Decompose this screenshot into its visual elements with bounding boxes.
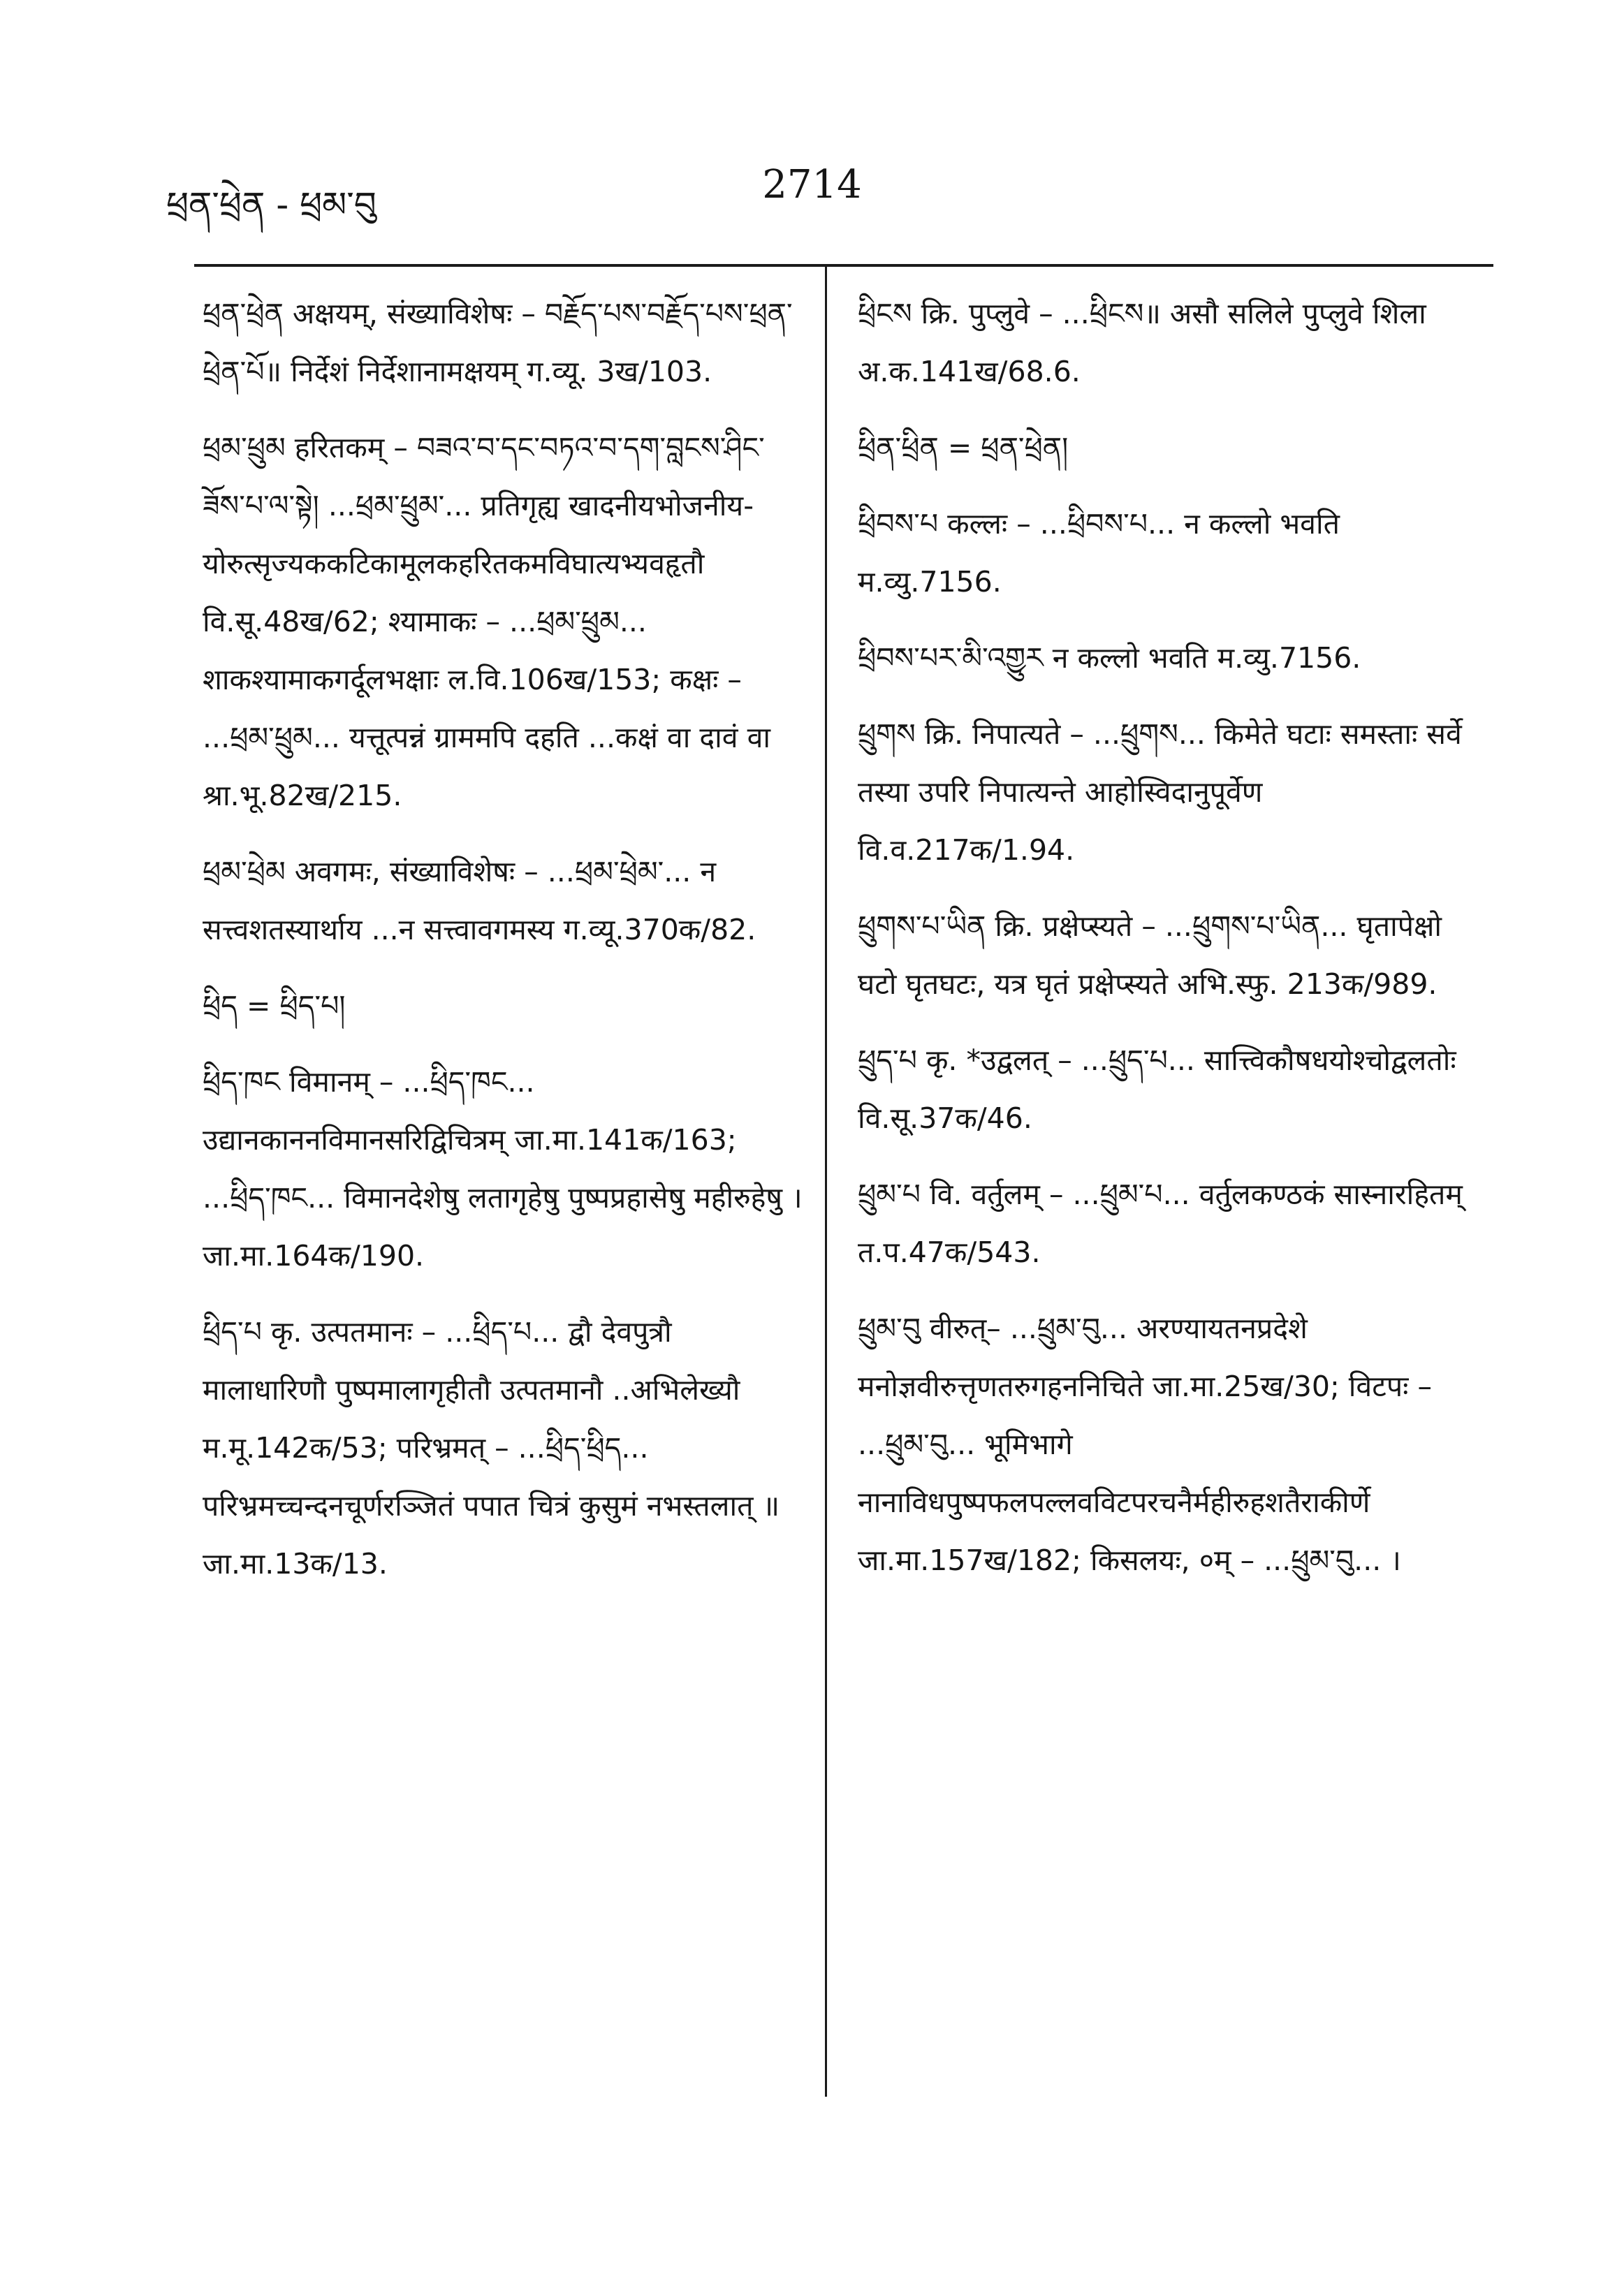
entry-text: ཕྲུགས क्रि. निपात्यते – ...ཕྲུགས... किमेते घटाः समस्ताः सर्वे तस्या उपरि निपात्यन्ते आहोस्विदानुपूर्वेण वि.व.217क/1.94.: [858, 717, 1471, 867]
entry-text: ཕྲིབས་པར་མི་འགྱུར न कल्लो भवति म.व्यु.7156.: [858, 641, 1361, 675]
running-head: ཕྲན་ཕྲེན - ཕྲམ་བུ: [166, 184, 376, 225]
dictionary-entry: [203, 1053, 812, 1285]
entry-text: ཕྲིད་པ कृ. उत्पतमानः – ...ཕྲིད་པ... द्वौ देवपुत्रौ मालाधारिणौ पुष्पमालागृहीतौ उत्पतमानौ ..अभिलेख्यौ म.मू.142क/53; परिभ्रमत् – ...ཕྲིད་ཕྲིད... परिभ्रमच्चन्दनचूर्णरञ्जितं पपात चित्रं कुसुमं नभस्तलात् ॥ जा.मा.13क/13.: [203, 1315, 789, 1581]
dictionary-entry: [203, 977, 803, 1035]
dictionary-entry: [858, 1032, 1486, 1148]
entry-text: ཕྲུམ་བུ वीरुत्– ...ཕྲུམ་བུ... अरण्यायतनप्रदेशे मनोज्ञवीरुत्तृणतरुगहननिचिते जा.मा.25ख/30; विटपः – ...ཕྲུམ་བུ... भूमिभागे नानाविधपुष्पफलपल्लवविटपरचनैर्महीरुहशतैराकीर्णे जा.मा.157ख/182; किसलयः, ०म् – ...ཕྲུམ་བུ... ।: [858, 1312, 1442, 1577]
entry-text: ཕྲུམ་པ वि. वर्तुलम् – ...ཕྲུམ་པ... वर्तुलकण्ठकं सास्नारहितम् त.प.47क/543.: [858, 1178, 1472, 1269]
dictionary-entry: [203, 843, 803, 959]
dictionary-entry: [858, 419, 1486, 477]
entry-text: ཕྲིངས क्रि. पुप्लुवे – ...ཕྲིངས॥ असौ सलिले पुप्लुवे शिला अ.क.141ख/68.6.: [858, 297, 1435, 388]
dictionary-entry: [858, 1166, 1486, 1282]
dictionary-entry: [858, 897, 1486, 1013]
dictionary-entry: [858, 1300, 1486, 1590]
entry-text: ཕྲམ་ཕྲུམ हरितकम् – བཟའ་བ་དང་བཏའ་བ་དག་བླངས་ཤིང་ཟོས་པ་ལ་སྟེ། ...ཕྲམ་ཕྲུམ་... प्रतिगृह्य खादनीयभोजनीय-योरुत्सृज्यककटिकामूलकहरितकमविघात्यभ्यवहृतौ वि.सू.48ख/62; श्यामाकः – ...ཕྲམ་ཕྲུམ... शाकश्यामाकगर्दूलभक्षाः ल.वि.106ख/153; कक्षः – ...ཕྲམ་ཕྲུམ... यत्तूत्पन्नं ग्राममपि दहति ...कक्षं वा दावं वा श्रा.भू.82ख/215.: [203, 431, 780, 812]
entry-text: ཕྲིན་ཕྲིན = ཕྲན་ཕྲེན།: [858, 431, 1069, 464]
entry-text: ཕྲིབས་པ कल्लः – ...ཕྲིབས་པ... न कल्लो भवति म.व्यु.7156.: [858, 507, 1349, 599]
header-rule: [194, 264, 1493, 267]
entry-text: ཕྲམ་ཕྲེམ अवगमः, संख्याविशेषः – ...ཕྲམ་ཕྲེམ་... न सत्त्वशतस्यार्थाय ...न सत्त्वावगमस्य ग.व्यू.370क/82.: [203, 855, 756, 946]
dictionary-entry: [858, 629, 1486, 687]
entry-text: ཕྲན་ཕྲེན अक्षयम्, संख्याविशेषः – བརྗོད་པས་བརྗོད་པས་ཕྲན་ཕྲེན་པོ॥ निर्देशं निर्देशानामक्षयम् ग.व्यू. 3ख/103.: [203, 297, 793, 388]
entry-text: ཕྲིད = ཕྲིད་པ།: [203, 989, 346, 1023]
dictionary-entry: [858, 285, 1486, 401]
entry-text: ཕྲུགས་པ་ཡིན क्रि. प्रक्षेप्स्यते – ...ཕྲུགས་པ་ཡིན... घृतापेक्षो घटो घृतघटः, यत्र घृतं प्रक्षेप्स्यते अभि.स्फु. 213क/989.: [858, 909, 1451, 1001]
dictionary-entry: [203, 285, 803, 401]
right-column: [858, 285, 1486, 1608]
dictionary-entry: [858, 705, 1486, 879]
entry-text: ཕྲུད་པ कृ. *उद्वलत् – ...ཕྲུད་པ... सात्त्विकौषधयोश्चोद्वलतोः वि.सू.37क/46.: [858, 1043, 1465, 1135]
column-divider: [825, 267, 827, 2097]
dictionary-entry: [203, 1303, 803, 1593]
dictionary-entry: [203, 419, 803, 825]
left-column: [203, 285, 812, 1611]
dictionary-entry: [858, 495, 1486, 611]
entry-text: ཕྲིད་ཁང विमानम् – ...ཕྲིད་ཁང... उद्यानकाननविमानसरिद्विचित्रम् जा.मा.141क/163; ...ཕྲིད་ཁང... विमानदेशेषु लतागृहेषु पुष्पप्रहासेषु महीरुहेषु । जा.मा.164क/190.: [203, 1065, 812, 1273]
page-number: 2714: [762, 162, 862, 207]
